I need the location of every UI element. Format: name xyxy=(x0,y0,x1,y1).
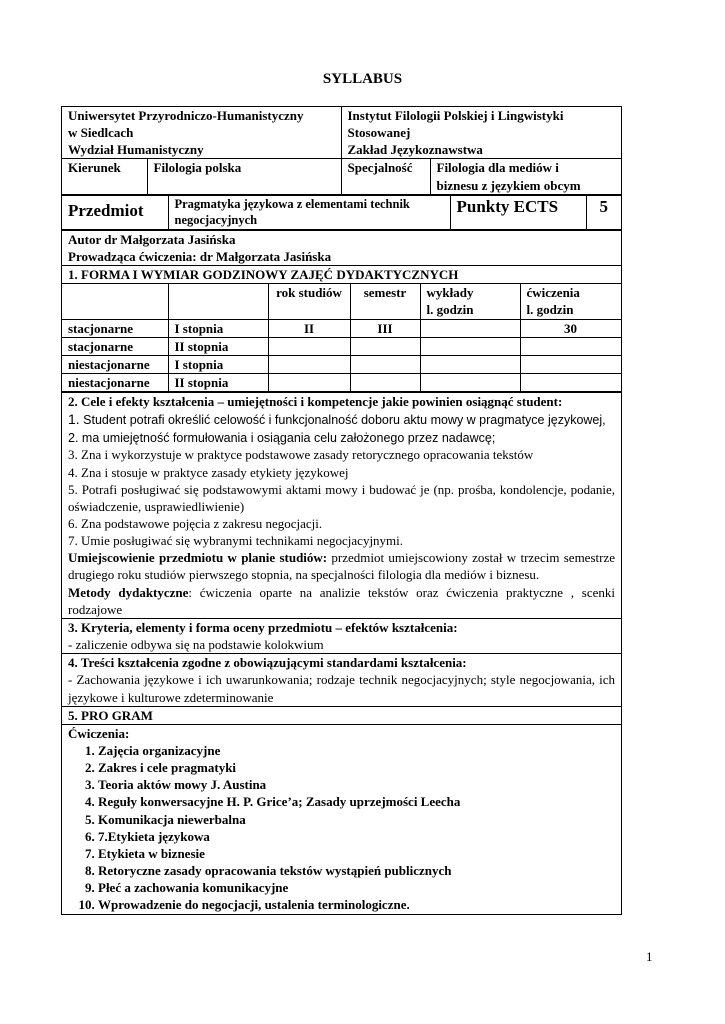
przedmiot-value xyxy=(168,195,450,229)
goal-item-4: 4. Zna i stosuje w praktyce zasady etykiety językowej xyxy=(68,464,349,480)
col-exercises-line-2: l. godzin xyxy=(526,302,574,318)
section5 xyxy=(62,724,621,914)
section2 xyxy=(62,392,621,618)
list-item: 7. Etykieta w biznesie xyxy=(98,845,615,862)
goal-item-7: 7. Umie posługiwać się wybranymi technikami negocjacyjnymi. xyxy=(68,533,404,549)
section1-title: 1. FORMA I WYMIAR GODZINOWY ZAJĘĆ DYDAKTYCZNYCH xyxy=(62,265,621,283)
list-item: 6. 7.Etykieta językowa xyxy=(98,828,615,845)
row-mode: stacjonarne xyxy=(62,337,168,355)
row-mode: stacjonarne xyxy=(62,319,168,337)
specjalnosc-value xyxy=(430,159,621,194)
section3-title: 3. Kryteria, elementy i forma oceny przedmiotu – efektów kształcenia: xyxy=(68,619,458,635)
kierunek-label: Kierunek xyxy=(62,159,147,194)
table-row xyxy=(62,337,621,355)
row-mode: niestacjonarne xyxy=(62,355,168,373)
section4-text: - Zachowania językowe i ich uwarunkowania; rodzaje technik negocjacyjnych; style negocjowania, ich językowe i kulturowe zdeterminowanie xyxy=(68,672,615,705)
institute-name-2: Stosowanej xyxy=(347,125,411,141)
section4 xyxy=(62,653,621,705)
row-level: I stopnia xyxy=(168,355,268,373)
institute-name-1: Instytut Filologii Polskiej i Lingwistyki xyxy=(347,108,564,123)
institute-cell xyxy=(341,107,621,159)
row-lectures xyxy=(420,337,520,355)
author-line: Autor dr Małgorzata Jasińska xyxy=(68,231,236,247)
row-lectures xyxy=(420,319,520,337)
section4-title: 4. Treści kształcenia zgodne z obowiązującymi standardami kształcenia: xyxy=(68,655,467,671)
row-year: II xyxy=(268,319,350,337)
row-level: II stopnia xyxy=(168,337,268,355)
faculty-name: Wydział Humanistyczny xyxy=(68,142,204,158)
list-item: 8. Retoryczne zasady opracowania tekstów wystąpień publicznych xyxy=(98,862,615,879)
list-item: 4. Reguły konwersacyjne H. P. Grice’a; Zasady uprzejmości Leecha xyxy=(98,793,615,810)
col-lectures-header xyxy=(420,284,520,319)
section3 xyxy=(62,618,621,653)
goal-item-2 xyxy=(68,429,615,447)
row-lectures xyxy=(420,355,520,373)
goal-item-2-number: 2. xyxy=(68,430,79,445)
goal-item-5: 5. Potrafi posługiwać się podstawowymi aktami mowy i budować je (np. prośba, kondolencje, podanie, oświadczenie, usprawiedliwienie) xyxy=(68,481,615,514)
specjalnosc-label: Specjalność xyxy=(341,159,430,194)
table-row xyxy=(62,319,621,337)
goal-item-3: 3. Zna i wykorzystuje w praktyce podstawowe zasady retorycznego opracowania tekstów xyxy=(68,447,534,463)
section2-title: 2. Cele i efekty kształcenia – umiejętności i kompetencje jakie powinien osiągnąć student: xyxy=(68,394,563,410)
goal-item-1-text: Student potrafi określić celowość i funkcjonalność doboru aktu mowy w pragmatyce językowej, xyxy=(79,413,606,428)
row-year xyxy=(268,337,350,355)
row-exercises xyxy=(520,355,621,373)
specjalnosc-line-2: biznesu z językiem obcym xyxy=(436,177,581,193)
methods-text: : ćwiczenia oparte na analizie tekstów oraz ćwiczenia praktyczne , scenki rodzajowe xyxy=(68,584,615,617)
authors-section xyxy=(62,230,621,265)
program-list xyxy=(68,742,615,914)
lecturer-line: Prowadząca ćwiczenia: dr Małgorzata Jasińska xyxy=(68,248,332,264)
table-row xyxy=(62,355,621,373)
row-exercises: 30 xyxy=(520,319,621,337)
section5-subtitle: Ćwiczenia: xyxy=(68,725,130,741)
row-exercises xyxy=(520,374,621,392)
university-cell xyxy=(62,107,341,159)
col-year-header: rok studiów xyxy=(268,284,350,319)
university-city: w Siedlcach xyxy=(68,125,134,141)
col-semester-header: semestr xyxy=(350,284,420,319)
col-exercises-line-1: ćwiczenia xyxy=(526,285,580,301)
list-item: 1. Zajęcia organizacyjne xyxy=(98,742,615,759)
row-year xyxy=(268,374,350,392)
table-row xyxy=(62,374,621,392)
row-lectures xyxy=(420,374,520,392)
przedmiot-line-2: negocjacyjnych xyxy=(174,213,258,228)
ects-value: 5 xyxy=(586,195,621,229)
placement-paragraph xyxy=(68,549,615,583)
placement-text: przedmiot umiejscowiony został w trzecim semestrze drugiego roku studiów pierwszego stopnia, na specjalności filologia dla mediów i biznesu. xyxy=(68,550,615,583)
row-year xyxy=(268,355,350,373)
syllabus-table xyxy=(61,106,622,915)
col-exercises-header xyxy=(520,284,621,319)
row-semester xyxy=(350,355,420,373)
row-mode: niestacjonarne xyxy=(62,374,168,392)
subject-table xyxy=(62,195,621,230)
section5-title: 5. PRO GRAM xyxy=(62,706,621,724)
placement-label: Umiejscowienie przedmiotu w planie studiów: xyxy=(68,550,328,566)
department-name: Zakład Językoznawstwa xyxy=(347,142,483,158)
methods-label: Metody dydaktyczne xyxy=(68,584,189,600)
list-item: 5. Komunikacja niewerbalna xyxy=(98,811,615,828)
kierunek-value: Filologia polska xyxy=(147,159,341,194)
list-item: 2. Zakres i cele pragmatyki xyxy=(98,759,615,776)
row-level: I stopnia xyxy=(168,319,268,337)
goal-item-1-number: 1. xyxy=(68,411,80,428)
university-name: Uniwersytet Przyrodniczo-Humanistyczny xyxy=(68,108,304,123)
hours-table xyxy=(62,283,621,392)
goal-item-6: 6. Zna podstawowe pojęcia z zakresu negocjacji. xyxy=(68,515,323,531)
row-semester: III xyxy=(350,319,420,337)
hours-header-empty-1 xyxy=(62,284,168,319)
goal-item-1 xyxy=(68,410,615,429)
list-item: 3. Teoria aktów mowy J. Austina xyxy=(98,776,615,793)
list-item: 9. Płeć a zachowania komunikacyjne xyxy=(98,879,615,896)
col-lectures-line-1: wykłady xyxy=(426,285,474,301)
col-lectures-line-2: l. godzin xyxy=(426,302,474,318)
methods-paragraph xyxy=(68,584,615,618)
row-semester xyxy=(350,337,420,355)
przedmiot-label: Przedmiot xyxy=(62,195,168,229)
specjalnosc-line-1: Filologia dla mediów i xyxy=(436,160,559,176)
document-title: SYLLABUS xyxy=(322,71,403,87)
ects-label: Punkty ECTS xyxy=(450,195,586,229)
row-level: II stopnia xyxy=(168,374,268,392)
przedmiot-line-1: Pragmatyka językowa z elementami technik xyxy=(174,196,410,211)
goal-item-2-text: ma umiejętność formułowania i osiągania celu założonego przez nadawcę; xyxy=(78,430,496,445)
row-semester xyxy=(350,374,420,392)
page-number: 1 xyxy=(646,949,653,964)
header-table xyxy=(62,107,621,195)
section3-text: - zaliczenie odbywa się na podstawie kolokwium xyxy=(68,637,324,653)
row-exercises xyxy=(520,337,621,355)
list-item: 10. Wprowadzenie do negocjacji, ustalenia terminologiczne. xyxy=(98,896,615,913)
hours-header-empty-2 xyxy=(168,284,268,319)
